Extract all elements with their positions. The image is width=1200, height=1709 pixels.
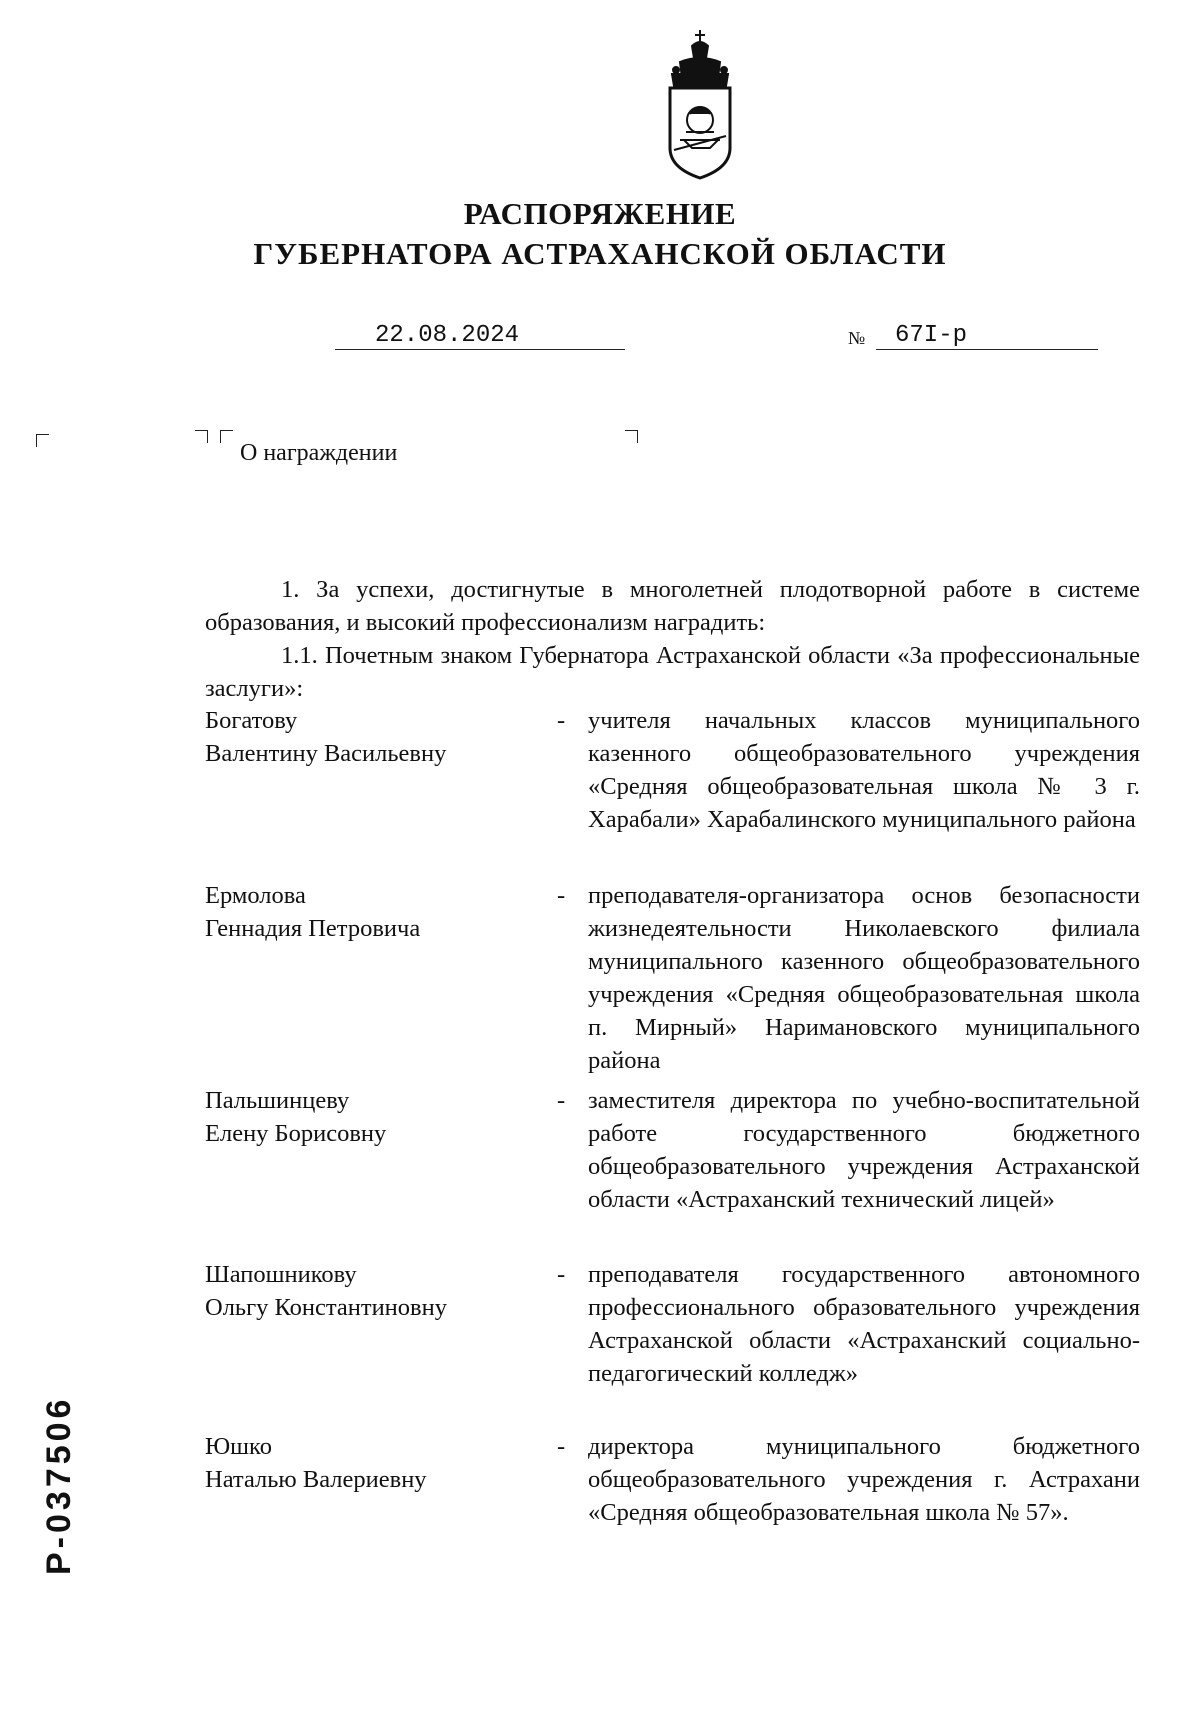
document-title: РАСПОРЯЖЕНИЕ bbox=[463, 196, 737, 231]
recipient-name: Юшко Наталью Валериевну bbox=[205, 1433, 427, 1493]
recipient-name: Богатову Валентину Васильевну bbox=[205, 707, 447, 767]
coat-of-arms-emblem bbox=[662, 28, 738, 180]
recipient-position: преподавателя государственного автономного профессионального образовательного учреждения Астраханской области «Астраханский социально-педагогический колледж» bbox=[588, 1261, 1140, 1387]
recipient-position: директора муниципального бюджетного общеобразовательного учреждения г. Астрахани «Средняя общеобразовательная школа № 57». bbox=[588, 1433, 1140, 1526]
subject-bracket-left-inner bbox=[220, 430, 233, 443]
dash-separator: - bbox=[557, 1261, 566, 1288]
document-issuer: ГУБЕРНАТОРА АСТРАХАНСКОЙ ОБЛАСТИ bbox=[253, 236, 947, 271]
recipient-name: Пальшинцеву Елену Борисовну bbox=[205, 1087, 387, 1147]
number-sign: № bbox=[848, 328, 866, 348]
document-number: 67I-р bbox=[895, 322, 968, 349]
recipient-position: преподавателя-организатора основ безопасности жизнедеятельности Николаевского филиала муниципального казенного общеобразовательного учреждения «Средняя общеобразовательная школа п. Мирный» Наримановского муниципального района bbox=[588, 882, 1140, 1074]
subject-bracket-right bbox=[625, 430, 638, 443]
document-date: 22.08.2024 bbox=[375, 322, 520, 349]
recipient-position: учителя начальных классов муниципального казенного общеобразовательного учреждения «Средняя общеобразовательная школа № 3 г. Харабали» Харабалинского муниципального района bbox=[588, 707, 1140, 833]
recipient-position: заместителя директора по учебно-воспитательной работе государственного бюджетного общеобразовательного учреждения Астраханской области «Астраханский технический лицей» bbox=[588, 1087, 1140, 1213]
corner-mark-left bbox=[36, 434, 49, 447]
document-subject: О награждении bbox=[240, 440, 398, 466]
dash-separator: - bbox=[557, 1087, 566, 1114]
form-serial-number: Р-037506 bbox=[40, 1395, 78, 1575]
dash-separator: - bbox=[557, 1433, 566, 1460]
dash-separator: - bbox=[557, 707, 566, 734]
recipient-name: Шапошникову Ольгу Константиновну bbox=[205, 1261, 447, 1321]
subject-bracket-left-outer bbox=[195, 430, 208, 443]
dash-separator: - bbox=[557, 882, 566, 909]
paragraph-1: 1. За успехи, достигнутые в многолетней плодотворной работе в системе образования, и высокий профессионализм наградить: bbox=[205, 576, 1140, 636]
recipient-name: Ермолова Геннадия Петровича bbox=[205, 882, 421, 942]
paragraph-1-1: 1.1. Почетным знаком Губернатора Астраханской области «За профессиональные заслуги»: bbox=[205, 642, 1140, 702]
